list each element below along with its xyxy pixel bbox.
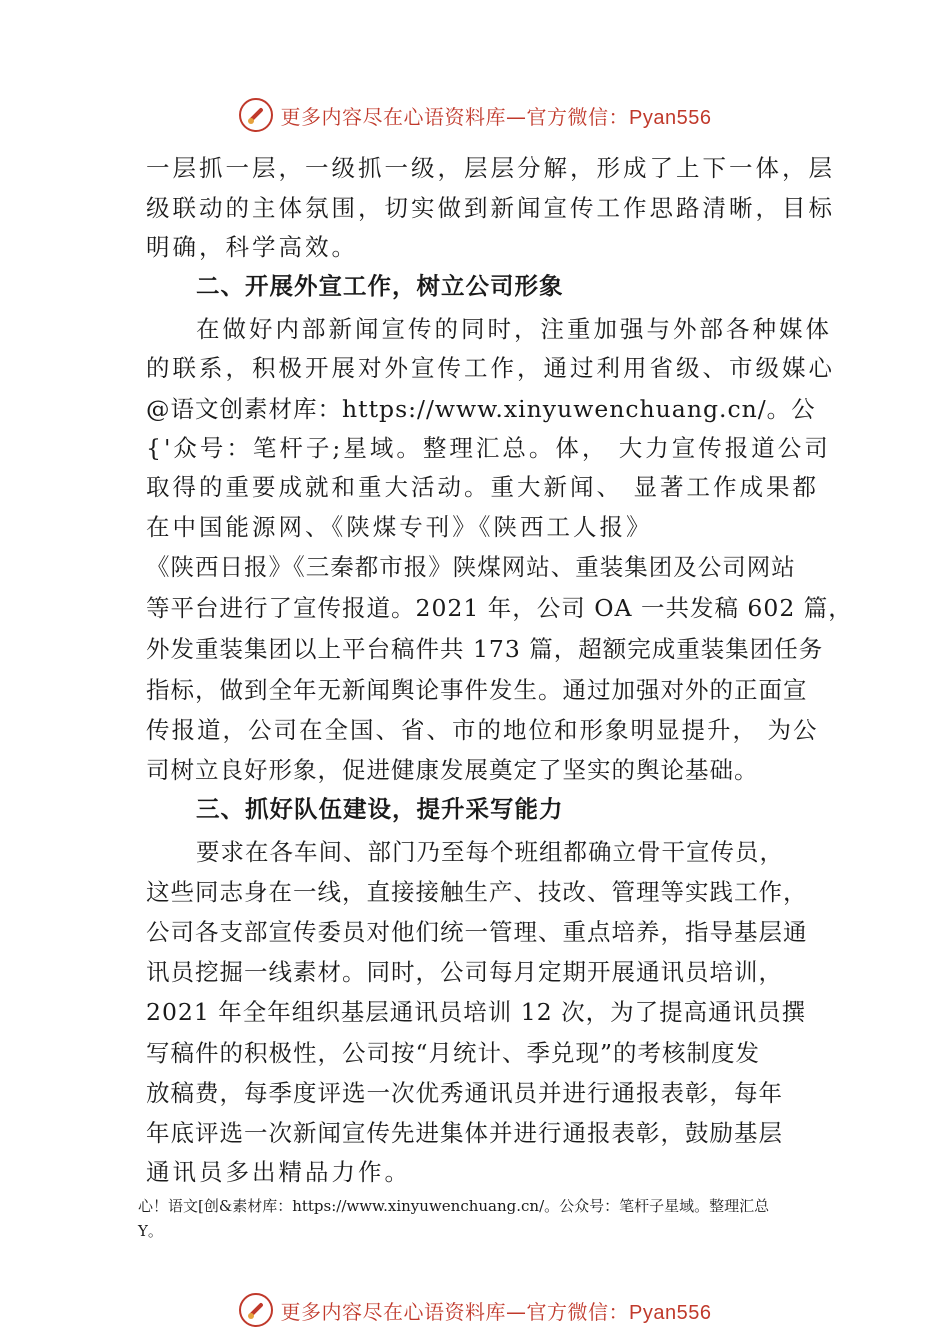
text-line: @语文创素材库：https://www.xinyuwenchuang.cn/。公 — [146, 395, 816, 423]
footnote-line: Y。 — [138, 1222, 163, 1240]
text-line: 等平台进行了宣传报道。2021 年，公司 OA 一共发稿 602 篇， — [146, 594, 853, 622]
brush-logo-icon — [239, 98, 273, 132]
text-line: 一层抓一层，一级抓一级，层层分解，形成了上下一体，层 — [146, 154, 835, 182]
text-line: 写稿件的积极性，公司按“月统计、季兑现”的考核制度发 — [146, 1039, 761, 1067]
text-line: 这些同志身在一线，直接接触生产、技改、管理等实践工作， — [146, 878, 808, 906]
text-line: 指标，做到全年无新闻舆论事件发生。通过加强对外的正面宣 — [146, 676, 808, 704]
header-banner — [0, 95, 950, 135]
text-line: {'众号：笔杆子;星域。整理汇总。体， 大力宣传报道公司 — [146, 434, 831, 462]
text-line: 在中国能源网、《陕煤专刊》《陕西工人报》 — [146, 513, 653, 541]
banner-text: 更多内容尽在心语资料库—官方微信：Pyan556 — [280, 104, 712, 129]
text-line: 讯员挖掘一线素材。同时，公司每月定期开展通讯员培训， — [146, 958, 783, 986]
text-line: 司树立良好形象，促进健康发展奠定了坚实的舆论基础。 — [146, 756, 759, 784]
text-line: 明确，科学高效。 — [146, 233, 358, 261]
footnote-line: 心！语文[创&素材库：https://www.xinyuwenchuang.cn/。公众号：笔杆子星域。整理汇总 — [138, 1197, 770, 1215]
text-line: 传报道，公司在全国、省、市的地位和形象明显提升， 为公 — [146, 716, 819, 744]
section-heading-3: 三、抓好队伍建设，提升采写能力 — [196, 795, 564, 823]
text-line: 取得的重要成就和重大活动。重大新闻、 显著工作成果都 — [146, 473, 819, 501]
text-line: 《陕西日报》《三秦都市报》陕煤网站、重装集团及公司网站 — [146, 553, 796, 581]
text-line: 公司各支部宣传委员对他们统一管理、重点培养，指导基层通 — [146, 918, 808, 946]
text-line: 年底评选一次新闻宣传先进集体并进行通报表彰，鼓励基层 — [146, 1119, 783, 1147]
text-line: 在做好内部新闻宣传的同时，注重加强与外部各种媒体 — [196, 315, 832, 343]
banner-text: 更多内容尽在心语资料库—官方微信：Pyan556 — [280, 1299, 712, 1324]
text-line: 放稿费，每季度评选一次优秀通讯员并进行通报表彰，每年 — [146, 1079, 783, 1107]
section-heading-2: 二、开展外宣工作，树立公司形象 — [196, 272, 564, 300]
footer-banner — [0, 1290, 950, 1330]
text-line: 2021 年全年组织基层通讯员培训 12 次，为了提高通讯员撰 — [146, 998, 807, 1026]
text-line: 的联系，积极开展对外宣传工作，通过利用省级、市级媒心 — [146, 354, 835, 382]
text-line: 外发重装集团以上平台稿件共 173 篇，超额完成重装集团任务 — [146, 635, 824, 663]
text-line: 要求在各车间、部门乃至每个班组都确立骨干宣传员， — [196, 838, 784, 866]
brush-logo-icon — [239, 1293, 273, 1327]
text-line: 通讯员多出精品力作。 — [146, 1158, 411, 1186]
text-line: 级联动的主体氛围，切实做到新闻宣传工作思路清晰，目标 — [146, 194, 835, 222]
